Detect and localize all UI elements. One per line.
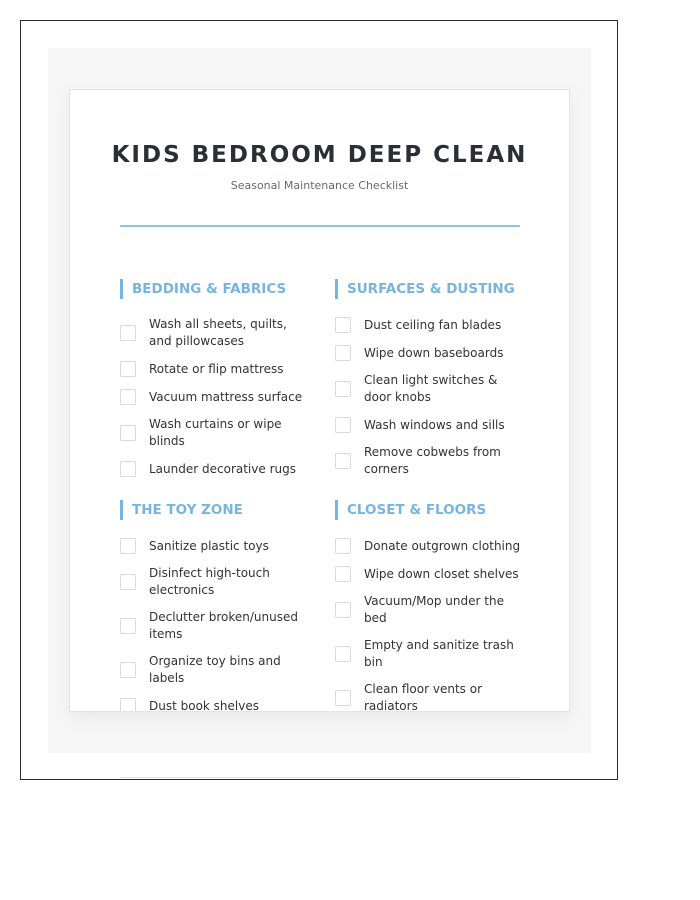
checkbox[interactable] <box>335 646 351 662</box>
section-title: THE TOY ZONE <box>120 500 310 520</box>
checkbox[interactable] <box>120 574 136 590</box>
checklist-item[interactable] <box>120 604 310 648</box>
checkbox[interactable] <box>120 461 136 477</box>
item-label: Empty and sanitize trash bin <box>364 638 514 669</box>
checklist-item[interactable] <box>120 455 310 483</box>
item-label: Wash curtains or wipe blinds <box>149 417 282 448</box>
checklist-item[interactable] <box>120 411 310 455</box>
section-closet-floors <box>335 500 525 712</box>
checkbox[interactable] <box>335 602 351 618</box>
checklist-item[interactable] <box>120 692 310 712</box>
item-label: Launder decorative rugs <box>149 461 296 476</box>
checklist-item[interactable] <box>335 676 525 712</box>
section-bedding-fabrics <box>120 279 310 483</box>
checklist-item[interactable] <box>335 632 525 676</box>
checklist-item[interactable] <box>120 383 310 411</box>
checkbox[interactable] <box>335 317 351 333</box>
footer-divider <box>120 777 520 778</box>
checkbox[interactable] <box>120 662 136 678</box>
section-toy-zone <box>120 500 310 712</box>
section-title: CLOSET & FLOORS <box>335 500 525 520</box>
checkbox[interactable] <box>335 566 351 582</box>
item-label: Vacuum mattress surface <box>149 389 303 404</box>
checkbox[interactable] <box>335 381 351 397</box>
item-label: Vacuum/Mop under the bed <box>364 594 504 625</box>
item-label: Clean floor vents or radiators <box>364 682 482 712</box>
checkbox[interactable] <box>335 453 351 469</box>
item-label: Wash windows and sills <box>364 417 505 432</box>
checkbox[interactable] <box>335 417 351 433</box>
item-label: Wipe down baseboards <box>364 345 504 360</box>
checkbox[interactable] <box>335 345 351 361</box>
page-title: KIDS BEDROOM DEEP CLEAN <box>111 142 528 168</box>
checklist-item[interactable] <box>335 339 525 367</box>
checklist-item[interactable] <box>335 560 525 588</box>
checklist-item[interactable] <box>335 367 525 411</box>
checkbox[interactable] <box>120 389 136 405</box>
checkbox[interactable] <box>120 325 136 341</box>
item-label: Dust ceiling fan blades <box>364 317 502 332</box>
item-label: Remove cobwebs from corners <box>364 445 501 476</box>
checklist-card <box>69 89 570 712</box>
checklist-item[interactable] <box>335 588 525 632</box>
checklist-item[interactable] <box>120 355 310 383</box>
checkbox[interactable] <box>120 538 136 554</box>
section-title: SURFACES & DUSTING <box>335 279 525 299</box>
checkbox[interactable] <box>335 538 351 554</box>
item-label: Clean light switches & door knobs <box>364 373 498 404</box>
item-label: Donate outgrown clothing <box>364 538 521 553</box>
checkbox[interactable] <box>120 698 136 712</box>
item-label: Declutter broken/unused items <box>149 610 298 641</box>
checklist-item[interactable] <box>120 648 310 692</box>
item-label: Wipe down closet shelves <box>364 566 519 581</box>
item-label: Wash all sheets, quilts, and pillowcases <box>149 317 287 348</box>
page-subtitle: Seasonal Maintenance Checklist <box>230 179 409 192</box>
checkbox[interactable] <box>335 690 351 706</box>
item-label: Sanitize plastic toys <box>149 538 269 553</box>
checkbox[interactable] <box>120 618 136 634</box>
checklist-item[interactable] <box>335 311 525 339</box>
checkbox[interactable] <box>120 361 136 377</box>
item-label: Dust book shelves <box>149 698 259 712</box>
item-label: Organize toy bins and labels <box>149 654 281 685</box>
checklist-item[interactable] <box>335 439 525 483</box>
section-title: BEDDING & FABRICS <box>120 279 310 299</box>
section-surfaces-dusting <box>335 279 525 483</box>
checklist-item[interactable] <box>120 560 310 604</box>
item-label: Rotate or flip mattress <box>149 361 284 376</box>
checklist-item[interactable] <box>335 411 525 439</box>
checkbox[interactable] <box>120 425 136 441</box>
checklist-item[interactable] <box>335 532 525 560</box>
checklist-item[interactable] <box>120 532 310 560</box>
header-divider <box>120 225 520 227</box>
item-label: Disinfect high-touch electronics <box>149 566 270 597</box>
checklist-item[interactable] <box>120 311 310 355</box>
